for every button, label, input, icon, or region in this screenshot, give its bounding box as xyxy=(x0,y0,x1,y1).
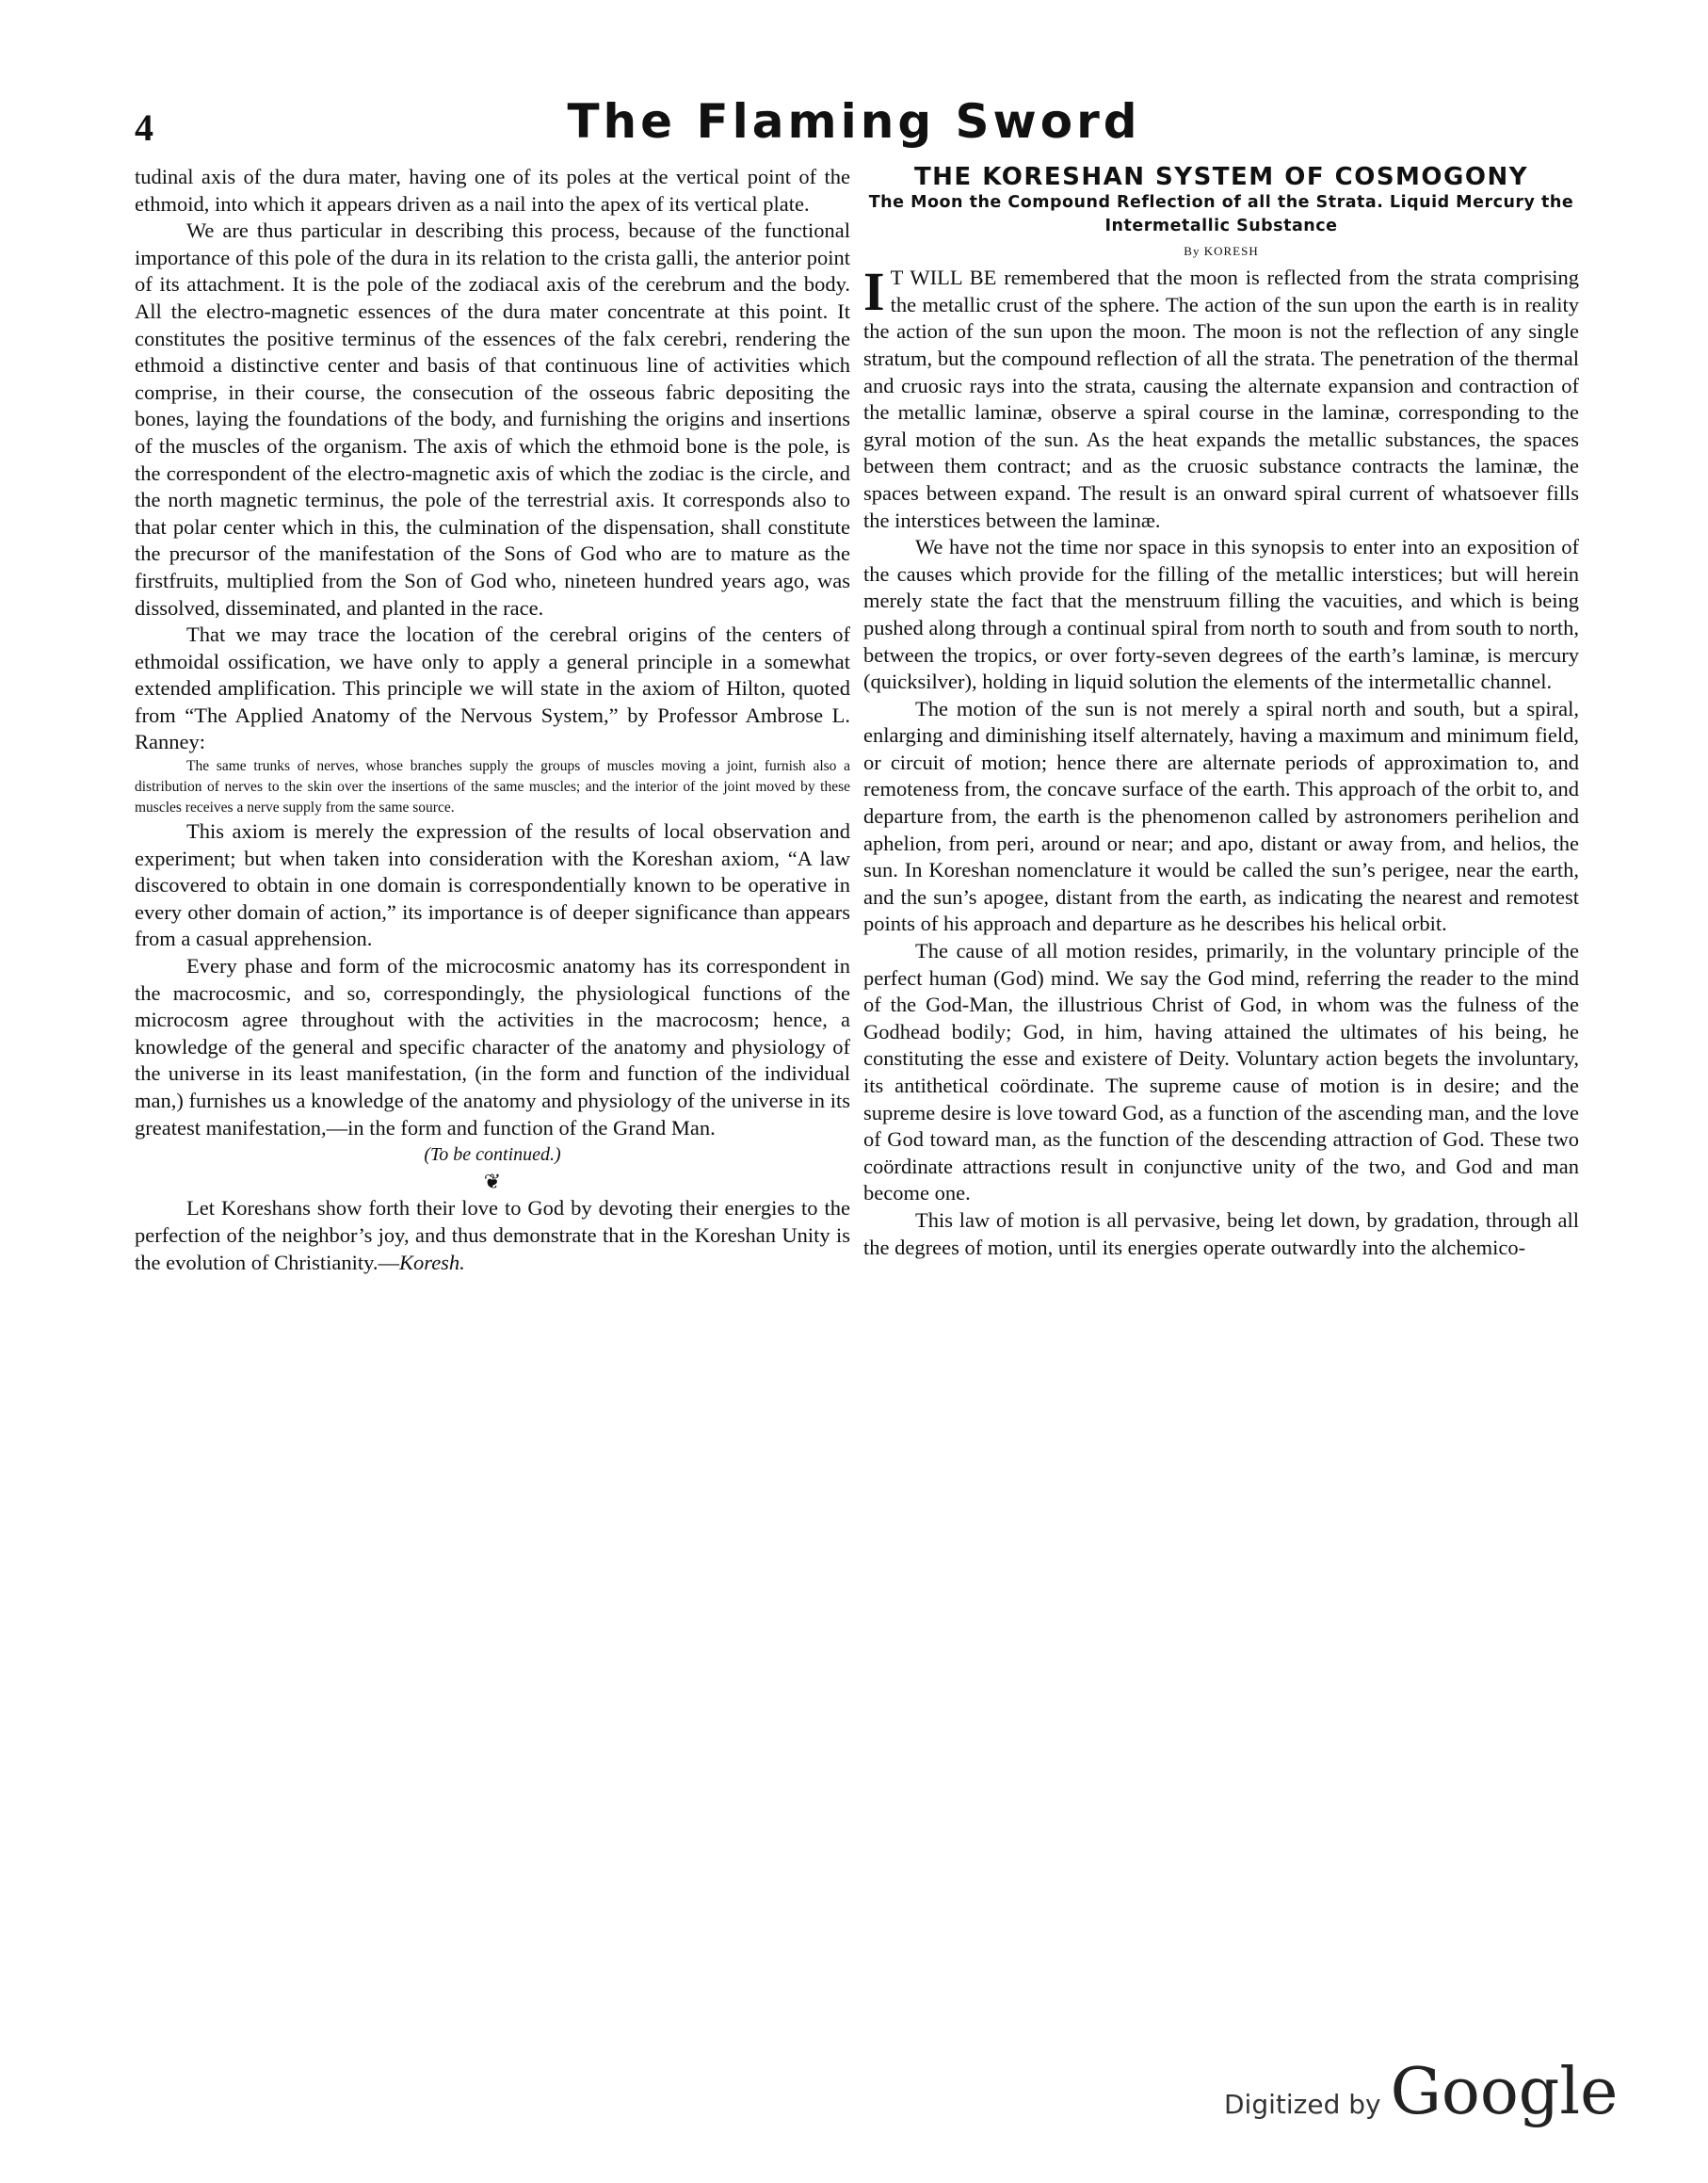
first-paragraph-text: T WILL BE remembered that the moon is reflected from the strata comprising the metallic crust of the sphere. The action of the sun upon the earth is in reality the action of the sun upon the moon. The moon is not the reflection of any single stratum, but the compound reflection of all the strata. The penetration of the thermal and cruosic rays into the strata, causing the alternate expansion and contraction of the metallic laminæ, observe a spiral course in the laminæ, corresponding to the gyral motion of the sun. As the heat expands the metallic substances, the spaces between them contract; and as the cruosic substance contracts the laminæ, the spaces between expand. The result is an onward spiral current of whatsoever fills the interstices between the laminæ. xyxy=(863,266,1579,532)
masthead-title: The Flaming Sword xyxy=(567,94,1141,149)
page-number: 4 xyxy=(135,106,153,149)
paragraph: This axiom is merely the expression of the results of local observation and experiment; but when taken into consideration with the Koreshan axiom, “A law discovered to obtain in one domain is correspondentially known to be operative in every other domain of action,” its importance is of deeper significance than appears from a casual apprehension. xyxy=(135,819,850,951)
closing-text: Let Koreshans show forth their love to God by devoting their energies to the perfection of the neighbor’s joy, and thus demonstrate that in the Koreshan Unity is the evolution of Christianity.— xyxy=(135,1196,850,1274)
paragraph: The cause of all motion resides, primarily, in the voluntary principle of the perfect human (God) mind. We say the God mind, referring the reader to the mind of the God-Man, the illustrious Christ of God, in whom was the fulness of the Godhead bodily; God, in him, having attained the ultimates of his being, he constituting the esse and existere of Deity. Voluntary action begets the involuntary, its antithetical coördinate. The supreme cause of motion is in desire; and the supreme desire is love toward God, as a function of the ascending man, and the love of God toward man, as the function of the descending attraction of God. These two coördinate attractions result in conjunctive unity of the two, and God and man become one. xyxy=(863,939,1579,1205)
left-column xyxy=(135,164,850,1276)
paragraph: This law of motion is all pervasive, being let down, by gradation, through all the degrees of motion, until its energies operate outwardly into the alchemico- xyxy=(863,1207,1579,1259)
paragraph: The motion of the sun is not merely a spiral north and south, but a spiral, enlarging and diminishing itself alternately, having a maximum and minimum field, or circuit of motion; hence there are alternate periods of approximation to, and remoteness from, the concave surface of the earth. This approach of the orbit to, and departure from, the earth is the phenomenon called by astronomers perihelion and aphelion, from peri, around or near; and apo, distant or away from, and helios, the sun. In Koreshan nomenclature it would be called the sun’s perigee, near the earth, and the sun’s apogee, distant from the earth, as indicating the nearest and remotest points of his approach and departure as he describes his helical orbit. xyxy=(863,696,1579,936)
paragraph: tudinal axis of the dura mater, having one of its poles at the vertical point of the ethmoid, into which it appears driven as a nail into the apex of its vertical plate. xyxy=(135,165,850,216)
right-column xyxy=(863,164,1579,1261)
first-paragraph xyxy=(863,261,1579,534)
paragraph: We are thus particular in describing this process, because of the functional importance of this pole of the dura in its relation to the crista galli, the anterior point of its attachment. It is the pole of the zodiacal axis of the cerebrum and the body. All the electro-magnetic essences of the dura mater concentrate at this point. It constitutes the positive terminus of the essences of the falx cerebri, rendering the ethmoid a distinctive center and basis of that continuous line of activities which comprise, in their course, the consecution of the osseous fabric depositing the bones, laying the foundations of the body, and furnishing the origins and insertions of the muscles of the organism. The axis of which the ethmoid bone is the pole, is the correspondent of the electro-magnetic axis of which the zodiac is the circle, and the north magnetic terminus, the pole of the terrestrial axis. It corresponds also to that polar center which in this, the culmination of the dispensation, shall constitute the precursor of the manifestation of the Sons of God who are to mature as the firstfruits, multiplied from the Son of God who, nineteen hundred years ago, was dissolved, disseminated, and planted in the race. xyxy=(135,218,850,620)
paragraph: We have not the time nor space in this synopsis to enter into an exposition of the causes which provide for the filling of the metallic interstices; but will herein merely state the fact that the menstruum filling the vacuities, and which is being pushed along through a continual spiral from north to south and from south to north, between the tropics, or over forty-seven degrees of the earth’s laminæ, is mercury (quicksilver), holding in liquid solution the elements of the intermetallic channel. xyxy=(863,535,1579,694)
ornament-icon: ❦ xyxy=(483,1169,502,1193)
closing-signature: Koresh. xyxy=(399,1250,465,1274)
paragraph: That we may trace the location of the cerebral origins of the centers of ethmoidal ossification, we have only to apply a general principle in a somewhat extended amplification. This principle we will state in the axiom of Hilton, quoted from “The Applied Anatomy of the Nervous System,” by Professor Ambrose L. Ranney: xyxy=(135,623,850,754)
drop-cap: I xyxy=(863,261,885,323)
google-logo: Google xyxy=(1390,2055,1619,2129)
article-subtitle: The Moon the Compound Reflection of all the Strata. Liquid Mercury the Intermetallic Substance xyxy=(868,192,1574,235)
closing-paragraph xyxy=(135,1195,850,1276)
digitized-by-text: Digitized by xyxy=(1224,2089,1381,2120)
article-byline: By KORESH xyxy=(1184,243,1259,258)
block-quote: The same trunks of nerves, whose branches supply the groups of muscles moving a joint, furnish also a distribution of nerves to the skin over the insertions of the same muscles; and the interior of the joint moved by these muscles receives a nerve supply from the same source. xyxy=(135,758,850,817)
to-be-continued: (To be continued.) xyxy=(424,1144,561,1166)
paragraph: Every phase and form of the microcosmic anatomy has its correspondent in the macrocosmic, and so, correspondingly, the physiological functions of the microcosm agree throughout with the activities in the macrocosm; hence, a knowledge of the general and specific character of the anatomy and physiology of the universe in its least manifestation, (in the form and function of the individual man,) furnishes us a knowledge of the anatomy and physiology of the universe in its greatest manifestation,—in the form and function of the Grand Man. xyxy=(135,954,850,1140)
article-title: THE KORESHAN SYSTEM OF COSMOGONY xyxy=(913,163,1529,191)
google-watermark xyxy=(1224,2055,1618,2129)
